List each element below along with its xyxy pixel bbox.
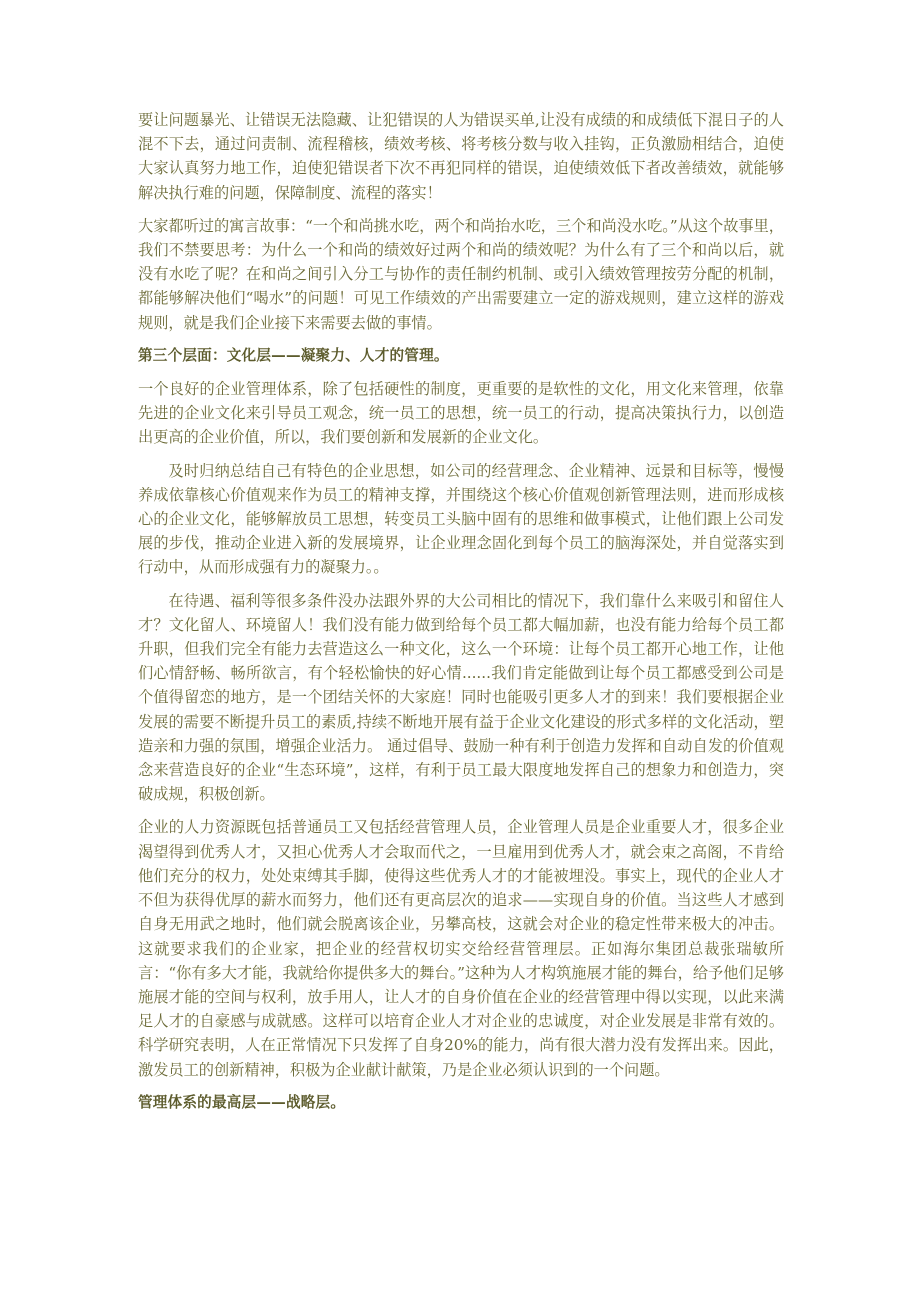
section-heading-strategy-layer: 管理体系的最高层——战略层。 (138, 1093, 346, 1111)
paragraph-execution: 要让问题暴光、让错误无法隐藏、让犯错误的人为错误买单,让没有成绩的和成绩低下混日子的人混不下去，通过问责制、流程稽核，绩效考核、将考核分数与收入挂钩，正负激励相结合，迫使大家认真努力地工作，迫使犯错误者下次不再犯同样的错误，迫使绩效低下者改善绩效，就能够解决执行难的问题，保障制度、流程的落实！ (138, 111, 784, 202)
paragraph-monk-fable: 大家都听过的寓言故事：“一个和尚挑水吃，两个和尚抬水吃，三个和尚没水吃。”从这个故事里，我们不禁要思考：为什么一个和尚的绩效好过两个和尚的绩效呢？为什么有了三个和尚以后，就没有水吃了呢？在和尚之间引入分工与协作的责任制约机制、或引入绩效管理按劳分配的机制，都能够解决他们“喝水”的问题！可见工作绩效的产出需要建立一定的游戏规则，建立这样的游戏规则，就是我们企业接下来需要去做的事情。 (138, 216, 784, 332)
document-body (138, 108, 784, 1124)
section-heading-culture-layer: 第三个层面：文化层——凝聚力、人才的管理。 (138, 346, 449, 364)
paragraph-corporate-culture: 一个良好的企业管理体系，除了包括硬性的制度，更重要的是软性的文化，用文化来管理，依靠先进的企业文化来引导员工观念，统一员工的思想，统一员工的行动，提高决策执行力，以创造出更高的企业价值，所以，我们要创新和发展新的企业文化。 (138, 380, 784, 447)
paragraph-human-resources: 企业的人力资源既包括普通员工又包括经营管理人员，企业管理人员是企业重要人才，很多企业渴望得到优秀人才，又担心优秀人才会取而代之，一旦雇用到优秀人才，就会束之高阁，不肯给他们充分的权力，处处束缚其手脚，使得这些优秀人才的才能被埋没。事实上，现代的企业人才不但为获得优厚的薪水而努力，他们还有更高层次的追求——实现自身的价值。当这些人才感到自身无用武之地时，他们就会脱离该企业，另攀高枝，这就会对企业的稳定性带来极大的冲击。这就要求我们的企业家，把企业的经营权切实交给经营管理层。正如海尔集团总裁张瑞敏所言：“你有多大才能，我就给你提供多大的舞台。”这种为人才构筑施展才能的舞台，给予他们足够施展才能的空间与权利，放手用人，让人才的自身价值在企业的经营管理中得以实现，以此来满足人才的自豪感与成就感。这样可以培育企业人才对企业的忠诚度，对企业发展是非常有效的。科学研究表明，人在正常情况下只发挥了自身20%的能力，尚有很大潜力没有发挥出来。因此，激发员工的创新精神，积极为企业献计献策，乃是企业必须认识到的一个问题。 (138, 818, 784, 1079)
paragraph-retaining-talent: 在待遇、福利等很多条件没办法跟外界的大公司相比的情况下，我们靠什么来吸引和留住人才？文化留人、环境留人！我们没有能力做到给每个员工都大幅加薪，也没有能力给每个员工都升职，但我们完全有能力去营造这么一种文化，这么一个环境：让每个员工都开心地工作，让他们心情舒畅、畅所欲言，有个轻松愉快的好心情......我们肯定能做到让每个员工都感受到公司是个值得留恋的地方，是一个团结关怀的大家庭！同时也能吸引更多人才的到来！我们要根据企业发展的需要不断提升员工的素质,持续不断地开展有益于企业文化建设的形式多样的文化活动，塑造亲和力强的氛围，增强企业活力。 通过倡导、鼓励一种有利于创造力发挥和自动自发的价值观念来营造良好的企业“生态环境”，这样，有利于员工最大限度地发挥自己的想象力和创造力，突破成规，积极创新。 (138, 591, 784, 804)
paragraph-core-values: 及时归纳总结自己有特色的企业思想，如公司的经营理念、企业精神、远景和目标等，慢慢养成依靠核心价值观来作为员工的精神支撑，并围绕这个核心价值观创新管理法则，进而形成核心的企业文化，能够解放员工思想，转变员工头脑中固有的思维和做事模式，让他们跟上公司发展的步伐，推动企业进入新的发展境界，让企业理念固化到每个员工的脑海深处，并自觉落实到行动中，从而形成强有力的凝聚力。。 (138, 461, 784, 577)
